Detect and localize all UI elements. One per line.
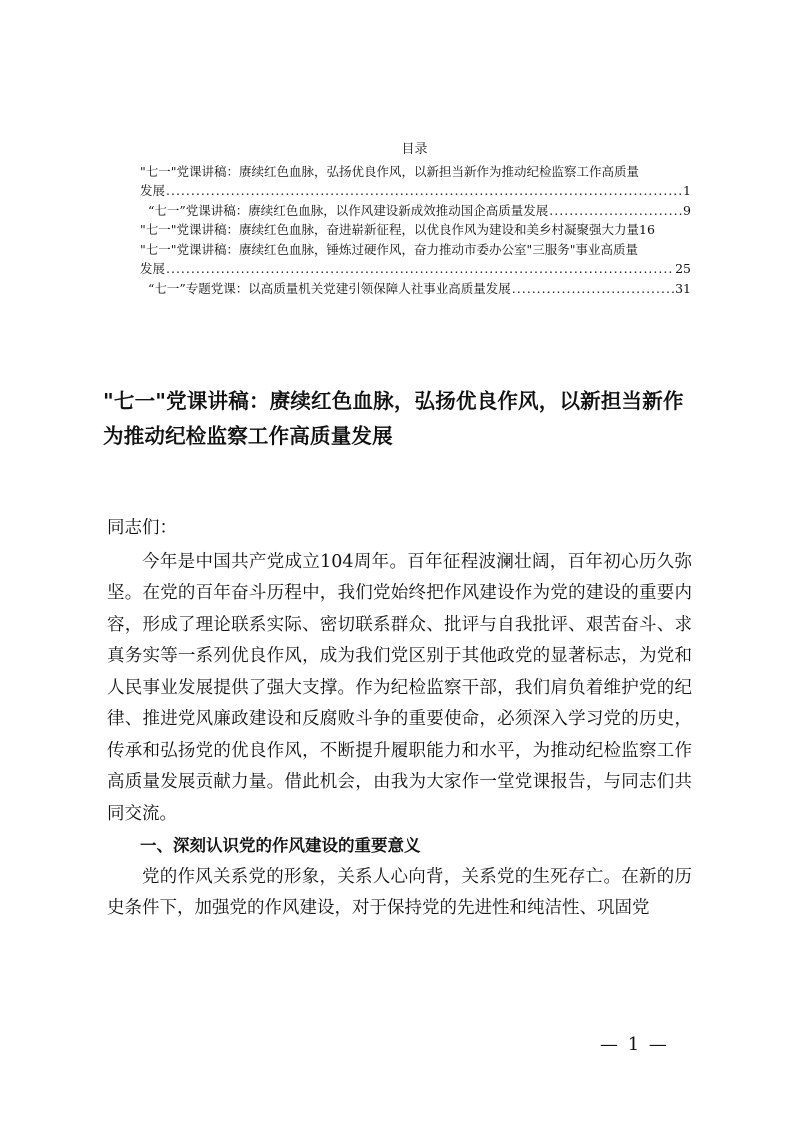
toc-leader-dots bbox=[166, 181, 682, 201]
toc-entry[interactable] bbox=[138, 279, 691, 299]
toc-leader-dots bbox=[512, 279, 674, 299]
toc-entry-text-cont: 发展 bbox=[140, 261, 166, 276]
section-heading: 一、深刻认识党的作风建设的重要意义 bbox=[140, 836, 421, 855]
document-body bbox=[107, 513, 692, 925]
document-title: "七一"党课讲稿：赓续红色血脉，弘扬优良作风，以新担当新作为推动纪检监察工作高质量发展 bbox=[103, 388, 684, 448]
table-of-contents bbox=[138, 140, 691, 298]
page-number: — 1 — bbox=[600, 1034, 669, 1055]
toc-title: 目录 bbox=[401, 142, 428, 157]
toc-entry-text: "七一"党课讲稿：赓续红色血脉，弘扬优良作风，以新担当新作为推动纪检监察工作高质量 bbox=[140, 163, 640, 179]
toc-entry-text: "七一"党课讲稿：赓续红色血脉，锤炼过硬作风，奋力推动市委办公室"三服务"事业高质量 bbox=[140, 241, 638, 257]
greeting: 同志们： bbox=[107, 518, 177, 538]
toc-entry-text: “七一”党课讲稿：赓续红色血脉，以作风建设新成效推动国企高质量发展 bbox=[148, 202, 549, 218]
toc-entry-text: “七一”专题党课：以高质量机关党建引领保障人社事业高质量发展 bbox=[148, 280, 511, 296]
body-paragraph: 党的作风关系党的形象，关系人心向背，关系党的生死存亡。在新的历史条件下，加强党的作风建设，对于保持党的先进性和纯洁性、巩固党 bbox=[107, 866, 692, 918]
toc-entry[interactable] bbox=[138, 240, 691, 279]
toc-page-number: 25 bbox=[675, 261, 691, 276]
toc-leader-dots bbox=[166, 259, 674, 279]
toc-page-number: 1 bbox=[683, 183, 691, 198]
toc-entry[interactable] bbox=[138, 201, 691, 221]
toc-page-number: 31 bbox=[675, 280, 691, 296]
body-paragraph: 今年是中国共产党成立104周年。百年征程波澜壮阔，百年初心历久弥坚。在党的百年奋斗历程中，我们党始终把作风建设作为党的建设的重要内容，形成了理论联系实际、密切联系群众、批评与自我批评、艰苦奋斗、求真务实等一系列优良作风，成为我们党区别于其他政党的显著标志，为党和人民事业发展提供了强大支撑。作为纪检监察干部，我们肩负着维护党的纪律、推进党风廉政建设和反腐败斗争的重要使命，必须深入学习党的历史，传承和弘扬党的优良作风，不断提升履职能力和水平，为推动纪检监察工作高质量发展贡献力量。借此机会，由我为大家作一堂党课报告，与同志们共同交流。 bbox=[107, 551, 692, 824]
toc-leader-dots bbox=[549, 201, 682, 221]
toc-page-number: 16 bbox=[639, 222, 655, 237]
toc-entry[interactable] bbox=[138, 162, 691, 201]
toc-entry-text-cont: 发展 bbox=[140, 183, 166, 198]
toc-page-number: 9 bbox=[683, 202, 691, 218]
toc-entry[interactable] bbox=[138, 220, 691, 240]
toc-entry-text: "七一"党课讲稿：赓续红色血脉，奋进崭新征程，以优良作风为建设和美乡村凝聚强大力量 bbox=[140, 222, 640, 237]
